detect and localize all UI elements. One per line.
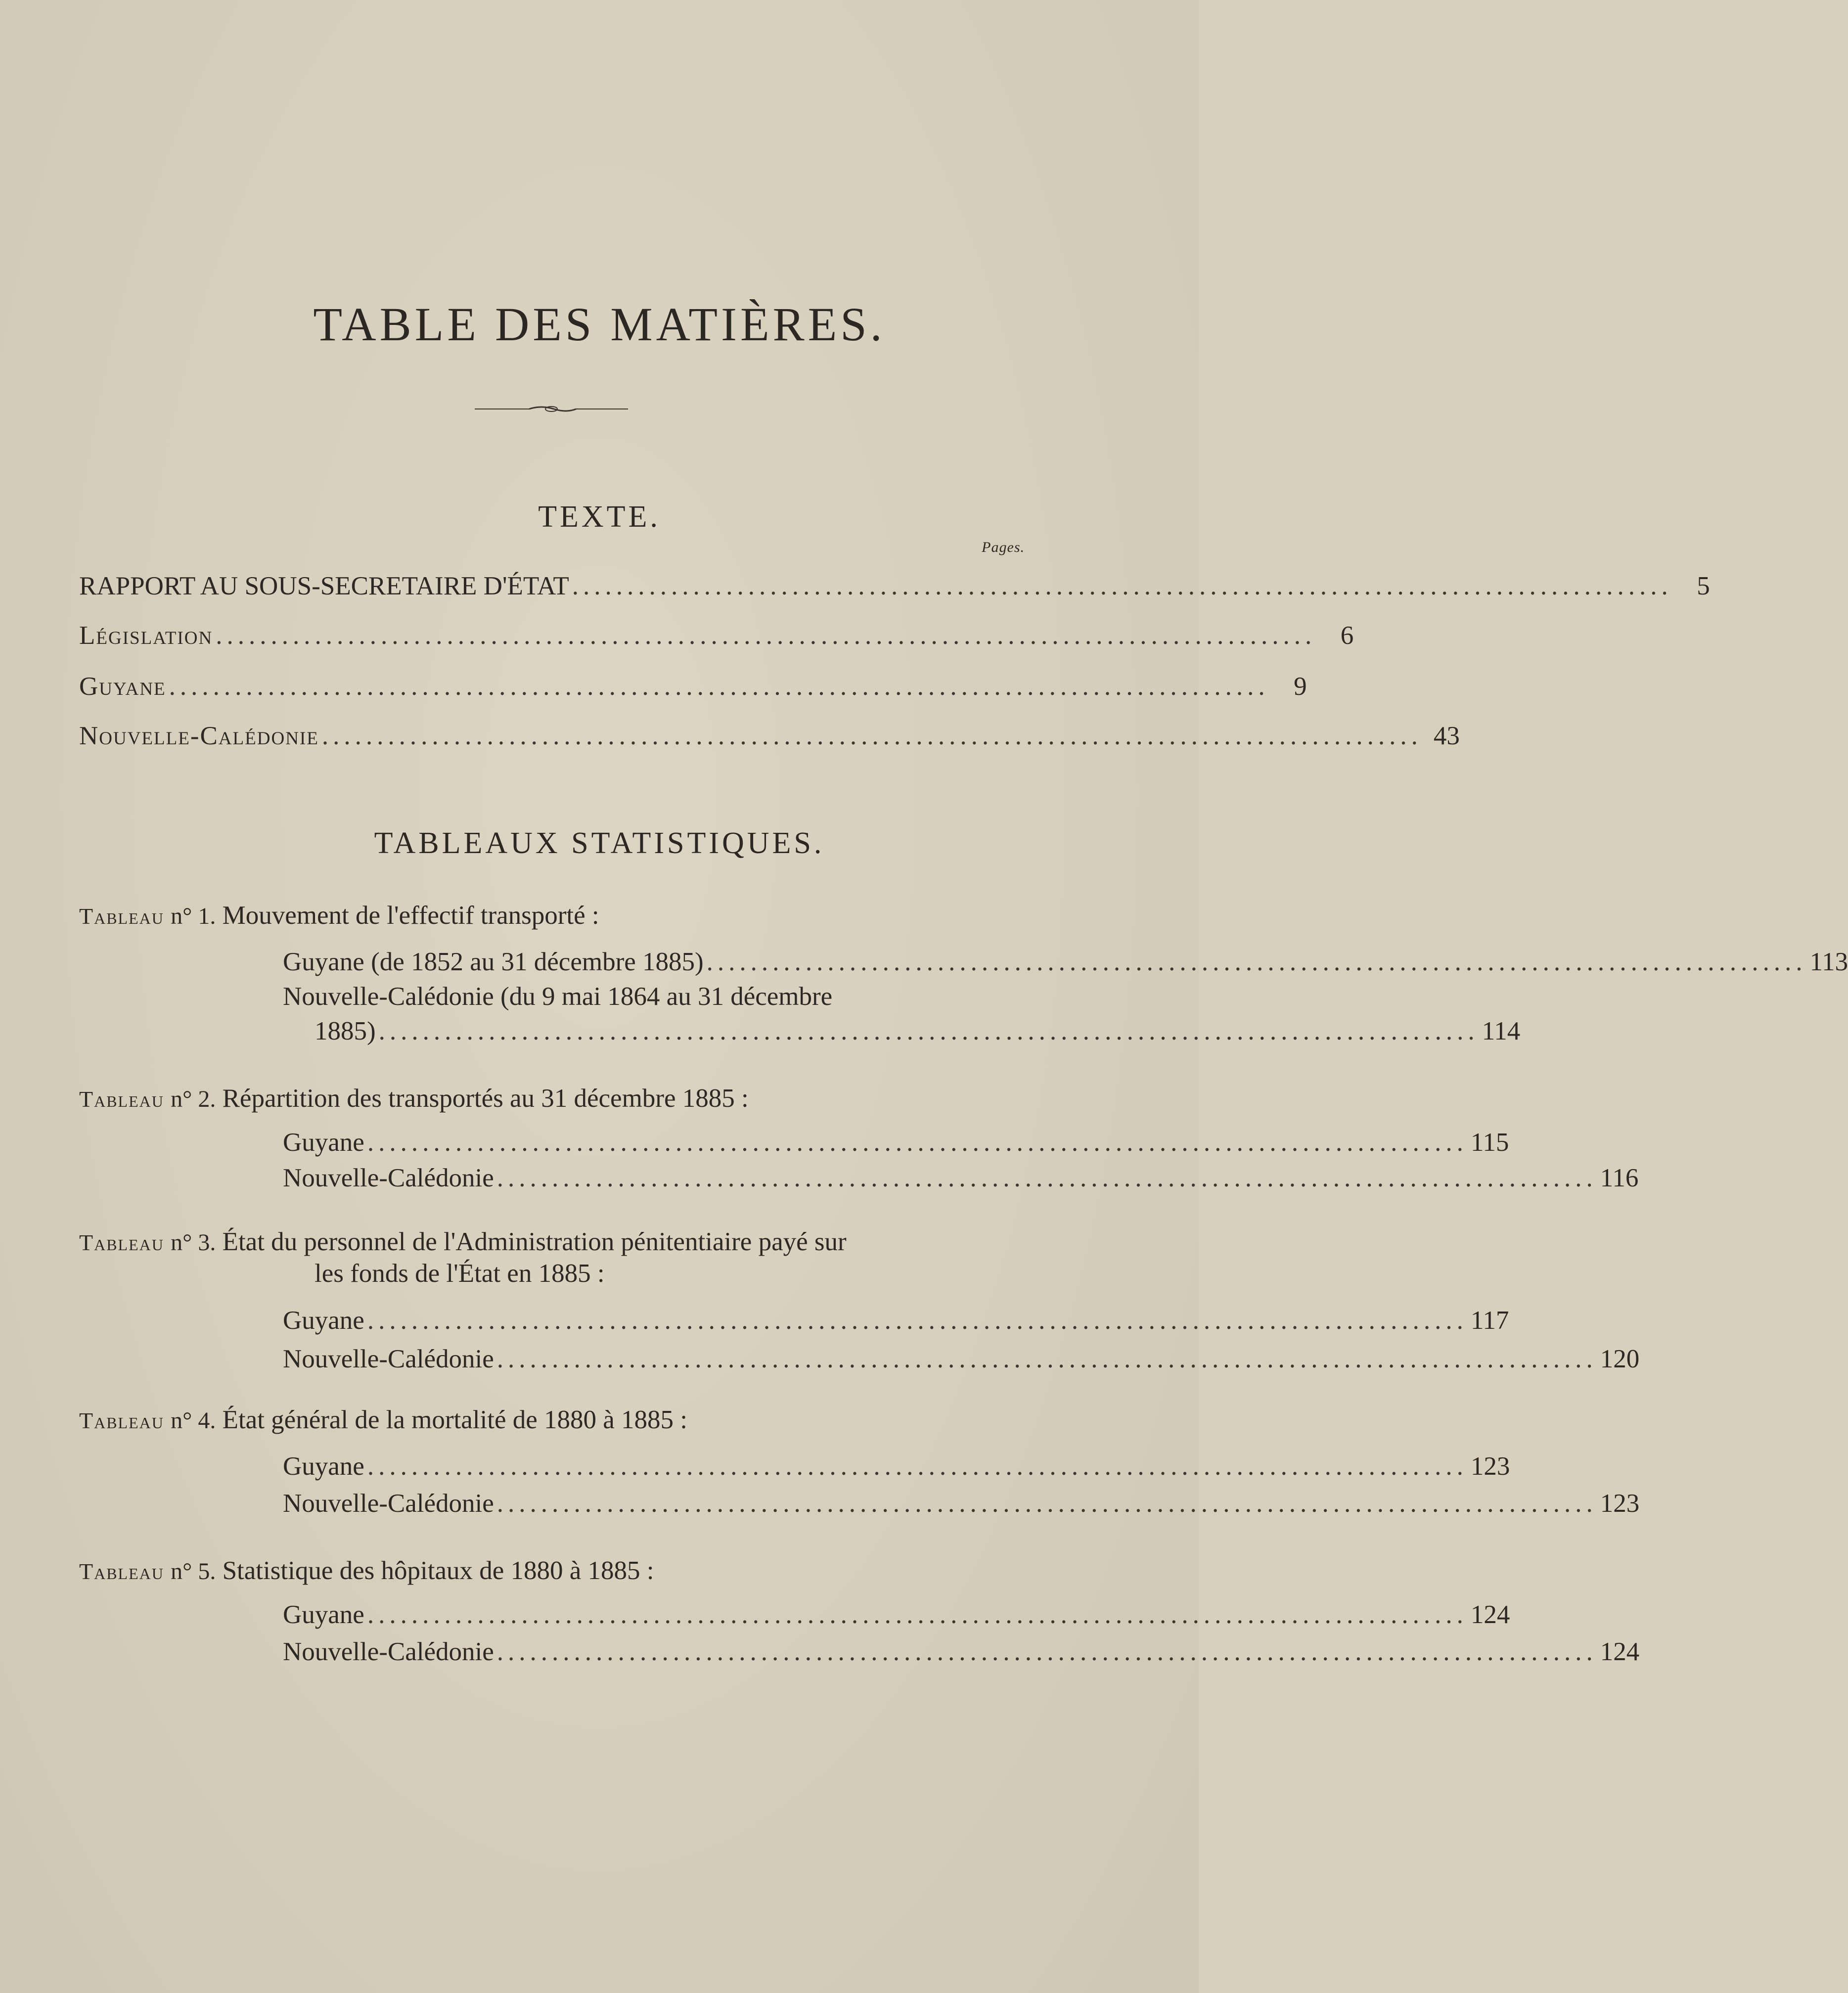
texte-heading: TEXTE. bbox=[538, 500, 661, 534]
leader-dots: .................................................................................................... bbox=[367, 1452, 1468, 1481]
toc-entry-label: Nouvelle-Calédonie bbox=[283, 1164, 494, 1192]
pages-column-label: Pages. bbox=[982, 539, 1025, 555]
tableau-tag: Tableau bbox=[79, 904, 164, 929]
tableau-2-row-guyane bbox=[283, 1128, 1509, 1162]
leader-dots: .................................................................................................... bbox=[496, 1637, 1597, 1666]
page-title: TABLE DES MATIÈRES. bbox=[313, 298, 886, 351]
toc-entry-label: Nouvelle-Calédonie bbox=[283, 1345, 494, 1373]
leader-dots: .................................................................................................... bbox=[367, 1306, 1468, 1335]
toc-entry-page: 6 bbox=[1340, 621, 1354, 650]
tableau-number: n° 5. bbox=[171, 1558, 216, 1585]
toc-entry-guyane bbox=[79, 672, 1307, 706]
toc-entry-label: Guyane bbox=[283, 1306, 364, 1335]
toc-entry-label: Guyane (de 1852 au 31 décembre 1885) bbox=[283, 948, 704, 976]
toc-entry-page: 123 bbox=[1600, 1489, 1640, 1518]
tableau-3-row-nc bbox=[283, 1344, 1640, 1379]
toc-entry-page: 123 bbox=[1470, 1452, 1510, 1481]
toc-entry-page: 116 bbox=[1600, 1164, 1639, 1192]
tableau-5-row-nc bbox=[283, 1637, 1640, 1672]
tableau-title-text: Répartition des transportés au 31 décembre 1885 : bbox=[222, 1084, 749, 1113]
tableau-3-title bbox=[79, 1224, 949, 1261]
tableau-1-row-nc-line1: Nouvelle-Calédonie (du 9 mai 1864 au 31 décembre bbox=[283, 982, 833, 1011]
tableau-1-row-nc-line2 bbox=[315, 1016, 1521, 1051]
tableau-tag: Tableau bbox=[79, 1087, 164, 1112]
leader-dots: .................................................................................................... bbox=[321, 722, 1422, 750]
toc-entry-page: 120 bbox=[1600, 1345, 1640, 1373]
tableau-tag: Tableau bbox=[79, 1559, 164, 1584]
toc-entry-page: 43 bbox=[1433, 722, 1460, 750]
tableau-number: n° 3. bbox=[171, 1229, 216, 1256]
leader-dots: .................................................................................................... bbox=[572, 572, 1672, 600]
tableau-4-row-nc bbox=[283, 1489, 1640, 1523]
toc-entry-page: 114 bbox=[1482, 1017, 1521, 1045]
toc-entry-rapport bbox=[79, 571, 1710, 606]
toc-entry-label: Guyane bbox=[283, 1600, 364, 1629]
toc-entry-label: Guyane bbox=[283, 1452, 364, 1481]
tableau-2-row-nc bbox=[283, 1163, 1639, 1198]
tableau-3-row-guyane bbox=[283, 1306, 1509, 1340]
leader-dots: .................................................................................................... bbox=[378, 1017, 1479, 1045]
tableau-number: n° 4. bbox=[171, 1407, 216, 1434]
tableau-2-title bbox=[79, 1081, 949, 1117]
tableaux-heading: TABLEAUX STATISTIQUES. bbox=[374, 826, 825, 860]
tableau-number: n° 1. bbox=[171, 903, 216, 929]
toc-entry-label: Législation bbox=[79, 621, 213, 650]
tableau-1-title bbox=[79, 898, 949, 934]
leader-dots: .................................................................................................... bbox=[367, 1128, 1468, 1157]
toc-entry-page: 117 bbox=[1470, 1306, 1509, 1335]
toc-entry-legislation bbox=[79, 621, 1354, 655]
toc-entry-nouvelle-caledonie bbox=[79, 721, 1460, 756]
toc-entry-page: 124 bbox=[1600, 1637, 1640, 1666]
toc-entry-page: 115 bbox=[1470, 1128, 1509, 1157]
leader-dots: .................................................................................................... bbox=[496, 1164, 1597, 1192]
toc-entry-label: Nouvelle-Calédonie bbox=[283, 1489, 494, 1518]
leader-dots: .................................................................................................... bbox=[367, 1600, 1468, 1629]
tableau-5-title bbox=[79, 1553, 949, 1589]
toc-entry-label: Guyane bbox=[79, 672, 166, 701]
tableau-1-row-guyane bbox=[283, 947, 1848, 982]
toc-entry-label: Nouvelle-Calédonie bbox=[283, 1637, 494, 1666]
title-ornament bbox=[475, 403, 628, 415]
leader-dots: .................................................................................................... bbox=[169, 672, 1269, 701]
toc-entry-label: Guyane bbox=[283, 1128, 364, 1157]
toc-entry-label: RAPPORT AU SOUS-SECRETAIRE D'ÉTAT bbox=[79, 572, 569, 600]
tableau-4-title bbox=[79, 1402, 949, 1439]
tableau-title-text: Statistique des hôpitaux de 1880 à 1885 : bbox=[222, 1556, 654, 1585]
tableau-title-text: Mouvement de l'effectif transporté : bbox=[222, 901, 599, 930]
toc-entry-label: 1885) bbox=[315, 1017, 376, 1045]
tableau-number: n° 2. bbox=[171, 1086, 216, 1112]
toc-entry-label: Nouvelle-Calédonie bbox=[79, 722, 319, 750]
tableau-title-text: État général de la mortalité de 1880 à 1885 : bbox=[222, 1405, 687, 1434]
tableau-4-row-guyane bbox=[283, 1451, 1510, 1486]
leader-dots: .................................................................................................... bbox=[706, 948, 1807, 976]
leader-dots: .................................................................................................... bbox=[216, 621, 1316, 650]
toc-entry-page: 9 bbox=[1294, 672, 1307, 701]
leader-dots: .................................................................................................... bbox=[496, 1489, 1597, 1518]
tableau-tag: Tableau bbox=[79, 1408, 164, 1433]
tableau-5-row-guyane bbox=[283, 1600, 1510, 1634]
toc-entry-page: 124 bbox=[1470, 1600, 1510, 1629]
toc-entry-page: 113 bbox=[1809, 948, 1848, 976]
tableau-3-title-cont: les fonds de l'État en 1885 : bbox=[315, 1259, 605, 1288]
leader-dots: .................................................................................................... bbox=[496, 1345, 1597, 1373]
toc-entry-page: 5 bbox=[1697, 572, 1710, 600]
tableau-title-text: État du personnel de l'Administration pénitentiaire payé sur bbox=[222, 1227, 847, 1256]
tableau-tag: Tableau bbox=[79, 1230, 164, 1255]
